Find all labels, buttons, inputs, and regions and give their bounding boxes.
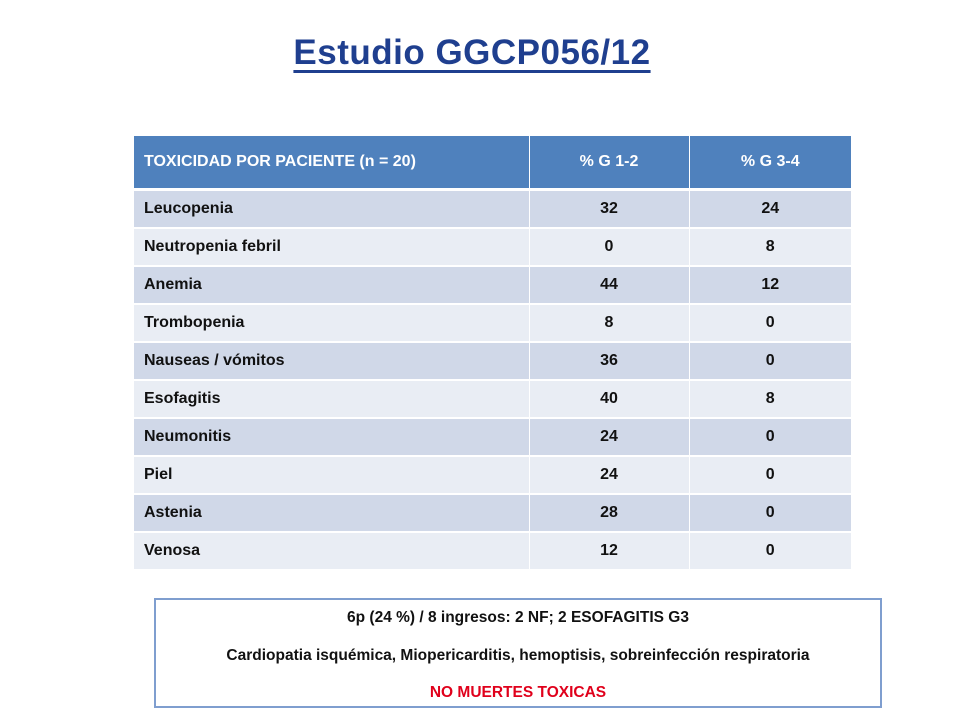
row-grade-3-4: 8 bbox=[689, 380, 851, 418]
table-row bbox=[134, 532, 851, 569]
row-grade-1-2: 24 bbox=[529, 456, 689, 494]
table-row bbox=[134, 456, 851, 494]
row-grade-3-4: 0 bbox=[689, 418, 851, 456]
table-row bbox=[134, 342, 851, 380]
row-grade-3-4: 0 bbox=[689, 494, 851, 532]
row-name: Neutropenia febril bbox=[134, 228, 529, 266]
row-name: Nauseas / vómitos bbox=[134, 342, 529, 380]
row-grade-3-4: 24 bbox=[689, 190, 851, 229]
row-grade-1-2: 36 bbox=[529, 342, 689, 380]
row-grade-3-4: 0 bbox=[689, 532, 851, 569]
row-grade-1-2: 12 bbox=[529, 532, 689, 569]
row-name: Anemia bbox=[134, 266, 529, 304]
row-name: Astenia bbox=[134, 494, 529, 532]
row-name: Leucopenia bbox=[134, 190, 529, 229]
header-grade-3-4: % G 3-4 bbox=[689, 136, 851, 190]
row-grade-1-2: 24 bbox=[529, 418, 689, 456]
row-grade-1-2: 44 bbox=[529, 266, 689, 304]
table-row bbox=[134, 190, 851, 229]
row-grade-1-2: 0 bbox=[529, 228, 689, 266]
header-grade-1-2: % G 1-2 bbox=[529, 136, 689, 190]
row-grade-3-4: 12 bbox=[689, 266, 851, 304]
table-row bbox=[134, 380, 851, 418]
table-row bbox=[134, 304, 851, 342]
notes-box bbox=[154, 598, 882, 708]
row-grade-3-4: 0 bbox=[689, 342, 851, 380]
table-row bbox=[134, 494, 851, 532]
row-grade-1-2: 8 bbox=[529, 304, 689, 342]
notes-events: Cardiopatia isquémica, Miopericarditis, hemoptisis, sobreinfección respiratoria bbox=[226, 647, 810, 664]
toxicity-table bbox=[134, 136, 851, 569]
notes-no-toxic-deaths: NO MUERTES TOXICAS bbox=[429, 684, 607, 701]
row-grade-3-4: 0 bbox=[689, 456, 851, 494]
row-grade-3-4: 0 bbox=[689, 304, 851, 342]
row-grade-1-2: 28 bbox=[529, 494, 689, 532]
notes-admissions: 6p (24 %) / 8 ingresos: 2 NF; 2 ESOFAGITIS G3 bbox=[347, 609, 689, 626]
row-name: Piel bbox=[134, 456, 529, 494]
row-grade-1-2: 32 bbox=[529, 190, 689, 229]
row-name: Neumonitis bbox=[134, 418, 529, 456]
table-row bbox=[134, 228, 851, 266]
row-grade-3-4: 8 bbox=[689, 228, 851, 266]
table-row bbox=[134, 266, 851, 304]
table-header-row bbox=[134, 136, 851, 190]
page-title: Estudio GGCP056/12 bbox=[293, 33, 651, 72]
header-toxicity: TOXICIDAD POR PACIENTE (n = 20) bbox=[134, 136, 529, 190]
row-grade-1-2: 40 bbox=[529, 380, 689, 418]
row-name: Venosa bbox=[134, 532, 529, 569]
row-name: Esofagitis bbox=[134, 380, 529, 418]
row-name: Trombopenia bbox=[134, 304, 529, 342]
table-row bbox=[134, 418, 851, 456]
